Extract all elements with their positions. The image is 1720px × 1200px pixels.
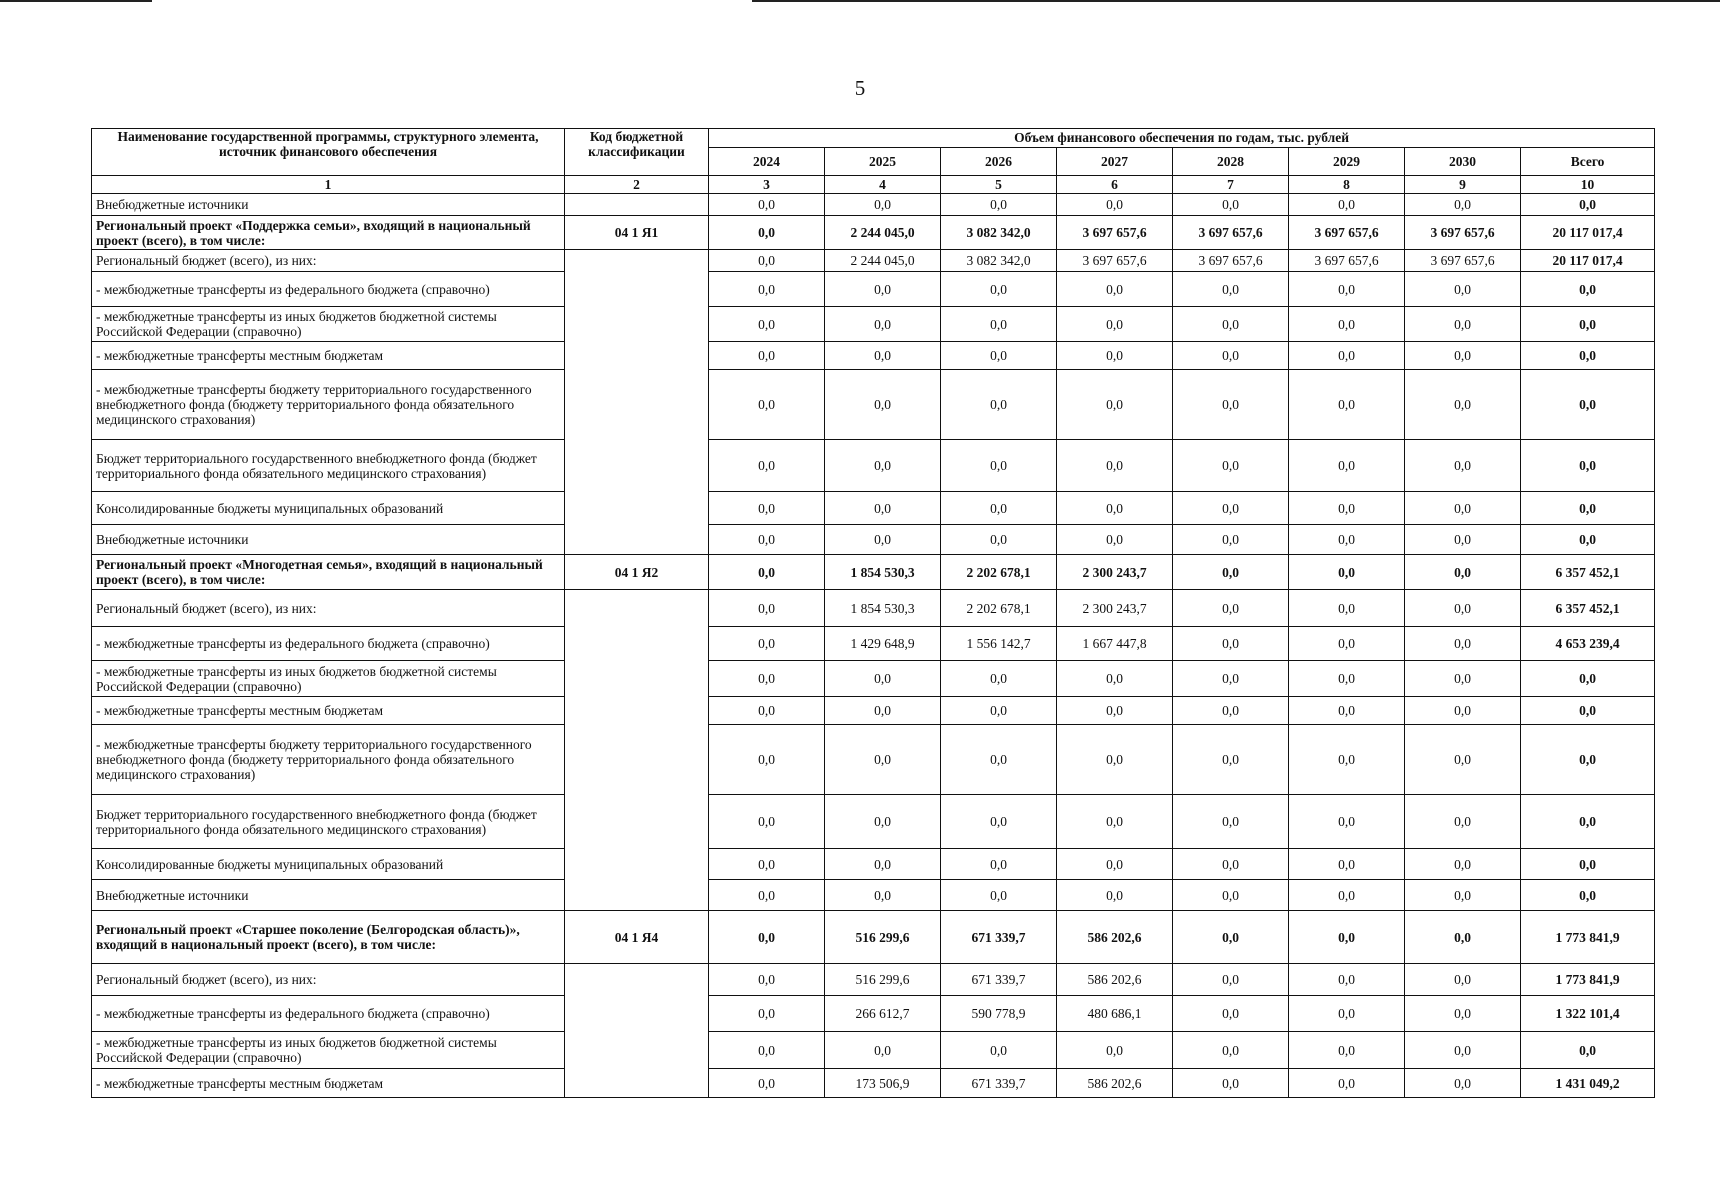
row-total: 0,0 <box>1521 272 1655 307</box>
row-value: 516 299,6 <box>825 964 941 996</box>
row-value: 0,0 <box>1173 880 1289 911</box>
row-value: 480 686,1 <box>1057 996 1173 1032</box>
row-value: 0,0 <box>1289 627 1405 661</box>
column-index: 8 <box>1289 176 1405 194</box>
row-name: Внебюджетные источники <box>92 880 565 911</box>
table-row <box>92 795 1655 849</box>
row-value: 0,0 <box>709 342 825 370</box>
row-value: 0,0 <box>825 697 941 725</box>
column-index: 9 <box>1405 176 1521 194</box>
row-value: 0,0 <box>1405 627 1521 661</box>
row-value: 0,0 <box>1289 492 1405 525</box>
row-code <box>565 590 709 911</box>
row-value: 0,0 <box>1057 342 1173 370</box>
row-value: 0,0 <box>709 661 825 697</box>
row-value: 0,0 <box>1405 1032 1521 1069</box>
row-code: 04 1 Я1 <box>565 216 709 250</box>
table-row <box>92 880 1655 911</box>
row-value: 2 244 045,0 <box>825 216 941 250</box>
row-total: 0,0 <box>1521 725 1655 795</box>
row-value: 586 202,6 <box>1057 911 1173 964</box>
row-value: 0,0 <box>1289 911 1405 964</box>
row-value: 0,0 <box>825 725 941 795</box>
row-value: 0,0 <box>1289 697 1405 725</box>
row-value: 0,0 <box>1289 880 1405 911</box>
row-total: 0,0 <box>1521 525 1655 555</box>
row-value: 2 300 243,7 <box>1057 555 1173 590</box>
row-value: 0,0 <box>941 194 1057 216</box>
row-value: 0,0 <box>1405 996 1521 1032</box>
row-value: 0,0 <box>1405 849 1521 880</box>
row-value: 0,0 <box>825 525 941 555</box>
table-row <box>92 1032 1655 1069</box>
row-value: 0,0 <box>1405 1069 1521 1098</box>
row-name: - межбюджетные трансферты местным бюджетам <box>92 1069 565 1098</box>
row-value: 0,0 <box>825 194 941 216</box>
column-index: 2 <box>565 176 709 194</box>
table-row <box>92 849 1655 880</box>
row-value: 0,0 <box>825 795 941 849</box>
row-name: Региональный проект «Старшее поколение (Белгородская область)», входящий в национальный проект (всего), в том числе: <box>92 911 565 964</box>
header-volume: Объем финансового обеспечения по годам, тыс. рублей <box>709 129 1655 148</box>
row-value: 1 667 447,8 <box>1057 627 1173 661</box>
row-value: 0,0 <box>709 492 825 525</box>
row-total: 0,0 <box>1521 492 1655 525</box>
row-name: Региональный проект «Поддержка семьи», входящий в национальный проект (всего), в том числе: <box>92 216 565 250</box>
row-value: 0,0 <box>709 1069 825 1098</box>
row-value: 0,0 <box>709 627 825 661</box>
row-value: 0,0 <box>1173 272 1289 307</box>
row-code <box>565 194 709 216</box>
row-value: 590 778,9 <box>941 996 1057 1032</box>
header-year: 2030 <box>1405 148 1521 176</box>
header-name: Наименование государственной программы, структурного элемента, источник финансового обеспечения <box>92 129 565 176</box>
table-row <box>92 250 1655 272</box>
row-value: 0,0 <box>1289 590 1405 627</box>
row-code <box>565 250 709 555</box>
row-value: 0,0 <box>941 661 1057 697</box>
page-number: 5 <box>854 76 866 100</box>
row-value: 0,0 <box>1405 964 1521 996</box>
column-index: 3 <box>709 176 825 194</box>
row-value: 0,0 <box>1405 880 1521 911</box>
row-value: 3 697 657,6 <box>1405 216 1521 250</box>
row-value: 0,0 <box>825 440 941 492</box>
row-value: 0,0 <box>1057 194 1173 216</box>
row-value: 0,0 <box>1405 725 1521 795</box>
row-value: 0,0 <box>941 307 1057 342</box>
row-value: 0,0 <box>709 880 825 911</box>
row-value: 0,0 <box>825 849 941 880</box>
row-value: 0,0 <box>1173 795 1289 849</box>
row-value: 0,0 <box>1405 272 1521 307</box>
row-name: - межбюджетные трансферты из иных бюджетов бюджетной системы Российской Федерации (справочно) <box>92 661 565 697</box>
row-value: 0,0 <box>825 880 941 911</box>
row-value: 0,0 <box>1173 627 1289 661</box>
table-row <box>92 492 1655 525</box>
row-value: 0,0 <box>1057 849 1173 880</box>
row-value: 0,0 <box>709 555 825 590</box>
row-value: 0,0 <box>1057 370 1173 440</box>
row-value: 3 082 342,0 <box>941 250 1057 272</box>
row-total: 0,0 <box>1521 661 1655 697</box>
row-value: 0,0 <box>825 342 941 370</box>
row-value: 0,0 <box>1173 492 1289 525</box>
row-value: 3 697 657,6 <box>1289 250 1405 272</box>
table-row <box>92 525 1655 555</box>
row-name: Региональный проект «Многодетная семья», входящий в национальный проект (всего), в том числе: <box>92 555 565 590</box>
row-value: 0,0 <box>941 1032 1057 1069</box>
row-value: 0,0 <box>1405 661 1521 697</box>
row-value: 0,0 <box>1289 525 1405 555</box>
table-row <box>92 555 1655 590</box>
row-value: 2 300 243,7 <box>1057 590 1173 627</box>
header-year: 2026 <box>941 148 1057 176</box>
header-year: 2029 <box>1289 148 1405 176</box>
row-value: 0,0 <box>825 661 941 697</box>
row-total: 1 322 101,4 <box>1521 996 1655 1032</box>
row-name: - межбюджетные трансферты из федерального бюджета (справочно) <box>92 272 565 307</box>
row-value: 0,0 <box>709 697 825 725</box>
row-value: 516 299,6 <box>825 911 941 964</box>
row-value: 3 697 657,6 <box>1057 216 1173 250</box>
row-total: 0,0 <box>1521 342 1655 370</box>
row-value: 0,0 <box>1057 492 1173 525</box>
row-name: - межбюджетные трансферты из федерального бюджета (справочно) <box>92 627 565 661</box>
row-total: 20 117 017,4 <box>1521 216 1655 250</box>
row-value: 0,0 <box>709 725 825 795</box>
table-row <box>92 440 1655 492</box>
row-value: 0,0 <box>1173 996 1289 1032</box>
row-value: 0,0 <box>1173 342 1289 370</box>
table-row <box>92 627 1655 661</box>
row-value: 0,0 <box>1173 555 1289 590</box>
table-row <box>92 272 1655 307</box>
row-value: 586 202,6 <box>1057 964 1173 996</box>
row-value: 1 556 142,7 <box>941 627 1057 661</box>
row-value: 0,0 <box>1173 590 1289 627</box>
row-value: 0,0 <box>1057 440 1173 492</box>
row-value: 0,0 <box>1289 440 1405 492</box>
row-value: 0,0 <box>941 272 1057 307</box>
table-body <box>92 194 1655 1098</box>
row-value: 0,0 <box>1289 1069 1405 1098</box>
table-row <box>92 661 1655 697</box>
row-value: 1 854 530,3 <box>825 590 941 627</box>
row-value: 3 697 657,6 <box>1289 216 1405 250</box>
header-year: 2024 <box>709 148 825 176</box>
row-value: 0,0 <box>1289 307 1405 342</box>
row-value: 0,0 <box>709 849 825 880</box>
header-year: 2027 <box>1057 148 1173 176</box>
row-value: 671 339,7 <box>941 964 1057 996</box>
row-value: 0,0 <box>709 996 825 1032</box>
row-value: 0,0 <box>941 725 1057 795</box>
row-value: 0,0 <box>1057 1032 1173 1069</box>
row-value: 0,0 <box>1289 194 1405 216</box>
row-value: 0,0 <box>1289 555 1405 590</box>
row-name: - межбюджетные трансферты местным бюджетам <box>92 697 565 725</box>
table-row <box>92 216 1655 250</box>
financing-table <box>91 128 1655 1098</box>
row-value: 0,0 <box>1405 194 1521 216</box>
row-value: 0,0 <box>709 590 825 627</box>
row-total: 0,0 <box>1521 194 1655 216</box>
row-value: 0,0 <box>941 880 1057 911</box>
column-index: 4 <box>825 176 941 194</box>
row-total: 20 117 017,4 <box>1521 250 1655 272</box>
table-row <box>92 590 1655 627</box>
row-value: 0,0 <box>941 525 1057 555</box>
row-value: 0,0 <box>1289 996 1405 1032</box>
row-value: 0,0 <box>941 849 1057 880</box>
row-value: 0,0 <box>1289 370 1405 440</box>
table-row <box>92 1069 1655 1098</box>
row-name: - межбюджетные трансферты бюджету территориального государственного внебюджетного фонда (бюджету территориального фонда обязательного медицинского страхования) <box>92 725 565 795</box>
header-total: Всего <box>1521 148 1655 176</box>
row-value: 0,0 <box>1405 697 1521 725</box>
row-value: 0,0 <box>941 795 1057 849</box>
row-value: 0,0 <box>1289 795 1405 849</box>
table-row <box>92 996 1655 1032</box>
row-total: 0,0 <box>1521 370 1655 440</box>
table-row <box>92 725 1655 795</box>
row-value: 2 244 045,0 <box>825 250 941 272</box>
row-value: 0,0 <box>1057 661 1173 697</box>
row-value: 0,0 <box>709 911 825 964</box>
row-value: 173 506,9 <box>825 1069 941 1098</box>
row-value: 0,0 <box>825 307 941 342</box>
row-value: 3 082 342,0 <box>941 216 1057 250</box>
row-value: 0,0 <box>1405 307 1521 342</box>
table-row <box>92 911 1655 964</box>
row-name: Бюджет территориального государственного внебюджетного фонда (бюджет территориального фонда обязательного медицинского страхования) <box>92 440 565 492</box>
row-name: Региональный бюджет (всего), из них: <box>92 590 565 627</box>
row-value: 0,0 <box>825 370 941 440</box>
row-value: 3 697 657,6 <box>1405 250 1521 272</box>
table-row <box>92 307 1655 342</box>
table-row <box>92 342 1655 370</box>
row-value: 0,0 <box>1173 1069 1289 1098</box>
row-value: 0,0 <box>1405 525 1521 555</box>
row-value: 0,0 <box>825 1032 941 1069</box>
row-name: Внебюджетные источники <box>92 194 565 216</box>
row-name: - межбюджетные трансферты из иных бюджетов бюджетной системы Российской Федерации (справочно) <box>92 1032 565 1069</box>
column-index: 1 <box>92 176 565 194</box>
row-code: 04 1 Я2 <box>565 555 709 590</box>
row-value: 0,0 <box>709 307 825 342</box>
header-code: Код бюджетной классификации <box>565 129 709 176</box>
row-value: 0,0 <box>1289 272 1405 307</box>
row-value: 0,0 <box>1405 492 1521 525</box>
row-total: 0,0 <box>1521 795 1655 849</box>
row-value: 0,0 <box>1173 964 1289 996</box>
top-rule-right <box>752 0 1720 2</box>
row-value: 0,0 <box>825 272 941 307</box>
row-value: 0,0 <box>1173 661 1289 697</box>
row-value: 0,0 <box>1173 911 1289 964</box>
row-value: 0,0 <box>1173 697 1289 725</box>
row-name: - межбюджетные трансферты из федерального бюджета (справочно) <box>92 996 565 1032</box>
row-name: Региональный бюджет (всего), из них: <box>92 250 565 272</box>
row-value: 671 339,7 <box>941 1069 1057 1098</box>
row-total: 6 357 452,1 <box>1521 590 1655 627</box>
row-value: 0,0 <box>1173 849 1289 880</box>
row-value: 586 202,6 <box>1057 1069 1173 1098</box>
row-name: - межбюджетные трансферты местным бюджетам <box>92 342 565 370</box>
row-value: 0,0 <box>1057 795 1173 849</box>
top-rule-left <box>0 0 152 2</box>
row-value: 671 339,7 <box>941 911 1057 964</box>
column-index: 10 <box>1521 176 1655 194</box>
row-value: 0,0 <box>941 440 1057 492</box>
row-total: 0,0 <box>1521 1032 1655 1069</box>
row-value: 0,0 <box>709 370 825 440</box>
row-value: 3 697 657,6 <box>1057 250 1173 272</box>
row-total: 0,0 <box>1521 880 1655 911</box>
row-value: 0,0 <box>1173 725 1289 795</box>
table-row <box>92 964 1655 996</box>
row-value: 1 854 530,3 <box>825 555 941 590</box>
row-value: 0,0 <box>1405 555 1521 590</box>
row-value: 0,0 <box>1173 1032 1289 1069</box>
table-row <box>92 370 1655 440</box>
row-value: 0,0 <box>709 250 825 272</box>
row-name: - межбюджетные трансферты бюджету территориального государственного внебюджетного фонда (бюджету территориального фонда обязательного медицинского страхования) <box>92 370 565 440</box>
row-name: - межбюджетные трансферты из иных бюджетов бюджетной системы Российской Федерации (справочно) <box>92 307 565 342</box>
table-row <box>92 697 1655 725</box>
row-code: 04 1 Я4 <box>565 911 709 964</box>
row-value: 0,0 <box>1057 725 1173 795</box>
row-code <box>565 964 709 1098</box>
row-value: 0,0 <box>825 492 941 525</box>
row-total: 1 431 049,2 <box>1521 1069 1655 1098</box>
row-name: Внебюджетные источники <box>92 525 565 555</box>
row-value: 0,0 <box>709 272 825 307</box>
row-value: 0,0 <box>1289 661 1405 697</box>
table-row <box>92 194 1655 216</box>
row-value: 0,0 <box>709 964 825 996</box>
row-value: 0,0 <box>1173 307 1289 342</box>
row-value: 0,0 <box>1405 440 1521 492</box>
row-value: 0,0 <box>1289 1032 1405 1069</box>
row-value: 0,0 <box>1057 880 1173 911</box>
row-value: 0,0 <box>1405 795 1521 849</box>
column-index: 7 <box>1173 176 1289 194</box>
row-value: 3 697 657,6 <box>1173 216 1289 250</box>
row-value: 0,0 <box>1405 342 1521 370</box>
row-value: 0,0 <box>709 525 825 555</box>
row-total: 4 653 239,4 <box>1521 627 1655 661</box>
row-value: 0,0 <box>709 440 825 492</box>
row-value: 2 202 678,1 <box>941 590 1057 627</box>
row-name: Региональный бюджет (всего), из них: <box>92 964 565 996</box>
row-value: 0,0 <box>1289 725 1405 795</box>
row-value: 266 612,7 <box>825 996 941 1032</box>
row-value: 0,0 <box>1289 849 1405 880</box>
row-value: 0,0 <box>709 216 825 250</box>
row-value: 0,0 <box>941 697 1057 725</box>
row-name: Бюджет территориального государственного внебюджетного фонда (бюджет территориального фонда обязательного медицинского страхования) <box>92 795 565 849</box>
row-value: 2 202 678,1 <box>941 555 1057 590</box>
header-year: 2028 <box>1173 148 1289 176</box>
row-value: 0,0 <box>1173 525 1289 555</box>
row-value: 0,0 <box>1173 194 1289 216</box>
row-total: 0,0 <box>1521 849 1655 880</box>
header-year: 2025 <box>825 148 941 176</box>
row-name: Консолидированные бюджеты муниципальных образований <box>92 492 565 525</box>
row-value: 0,0 <box>1405 590 1521 627</box>
row-value: 0,0 <box>941 370 1057 440</box>
row-total: 1 773 841,9 <box>1521 911 1655 964</box>
row-total: 0,0 <box>1521 697 1655 725</box>
row-name: Консолидированные бюджеты муниципальных образований <box>92 849 565 880</box>
row-value: 0,0 <box>1173 440 1289 492</box>
column-index: 6 <box>1057 176 1173 194</box>
row-value: 1 429 648,9 <box>825 627 941 661</box>
row-value: 0,0 <box>1057 307 1173 342</box>
row-value: 0,0 <box>1405 370 1521 440</box>
row-value: 0,0 <box>1289 964 1405 996</box>
row-value: 0,0 <box>941 492 1057 525</box>
row-value: 0,0 <box>1057 697 1173 725</box>
row-value: 0,0 <box>1289 342 1405 370</box>
row-total: 0,0 <box>1521 307 1655 342</box>
row-value: 0,0 <box>709 1032 825 1069</box>
row-total: 1 773 841,9 <box>1521 964 1655 996</box>
row-value: 0,0 <box>709 194 825 216</box>
row-total: 6 357 452,1 <box>1521 555 1655 590</box>
row-value: 0,0 <box>1057 272 1173 307</box>
row-value: 3 697 657,6 <box>1173 250 1289 272</box>
row-value: 0,0 <box>941 342 1057 370</box>
column-index: 5 <box>941 176 1057 194</box>
row-total: 0,0 <box>1521 440 1655 492</box>
row-value: 0,0 <box>1057 525 1173 555</box>
row-value: 0,0 <box>1405 911 1521 964</box>
row-value: 0,0 <box>1173 370 1289 440</box>
row-value: 0,0 <box>709 795 825 849</box>
